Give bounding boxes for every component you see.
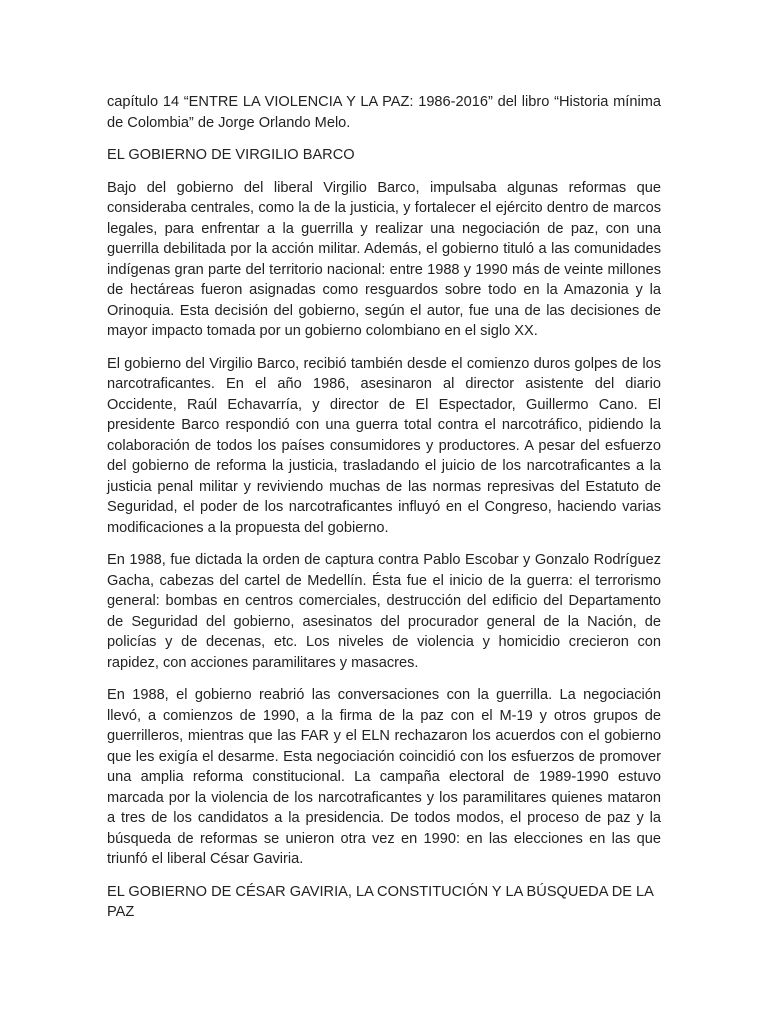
- document-page: [107, 92, 661, 935]
- paragraph-escobar-war: En 1988, fue dictada la orden de captura contra Pablo Escobar y Gonzalo Rodríguez Gacha, cabezas del cartel de Medellín. Ésta fue el inicio de la guerra: el terrorismo general: bombas en centros comerciales, destrucción del edificio del Departamento de Seguridad del gobierno, asesinatos del procurador general de la Nación, de policías y de decenas, etc. Los niveles de violencia y homicidio crecieron con rapidez, con acciones paramilitares y masacres.: [107, 552, 661, 671]
- paragraph-barco-reforms: Bajo del gobierno del liberal Virgilio Barco, impulsaba algunas reformas que consideraba centrales, como la de la justicia, y fortalecer el ejército dentro de marcos legales, para enfrentar a la guerrilla y realizar una negociación de paz, con una guerrilla debilitada por la acción militar. Además, el gobierno tituló a las comunidades indígenas gran parte del territorio nacional: entre 1988 y 1990 más de veinte millones de hectáreas fueron asignadas como resguardos sobre todo en la Amazonia y la Orinoquia. Esta decisión del gobierno, según el autor, fue una de las decisiones de mayor impacto tomada por un gobierno colombiano en el siglo XX.: [107, 179, 661, 339]
- section-heading-barco: EL GOBIERNO DE VIRGILIO BARCO: [107, 147, 355, 163]
- intro-paragraph: capítulo 14 “ENTRE LA VIOLENCIA Y LA PAZ: 1986-2016” del libro “Historia mínima de Colombia” de Jorge Orlando Melo.: [107, 94, 661, 131]
- paragraph-peace-talks: En 1988, el gobierno reabrió las conversaciones con la guerrilla. La negociación llevó, a comienzos de 1990, a la firma de la paz con el M-19 y otros grupos de guerrilleros, mientras que las FAR y el ELN rechazaron los acuerdos con el gobierno que les exigía el desarme. Esta negociación coincidió con los esfuerzos de promover una amplia reforma constitucional. La campaña electoral de 1989-1990 estuvo marcada por la violencia de los narcotraficantes y los paramilitares quienes mataron a tres de los candidatos a la presidencia. De todos modos, el proceso de paz y la búsqueda de reformas se unieron otra vez en 1990: en las elecciones en las que triunfó el liberal César Gaviria.: [107, 687, 661, 867]
- paragraph-narcotraffic: El gobierno del Virgilio Barco, recibió también desde el comienzo duros golpes de los narcotraficantes. En el año 1986, asesinaron al director asistente del diario Occidente, Raúl Echavarría, y director de El Espectador, Guillermo Cano. El presidente Barco respondió con una guerra total contra el narcotráfico, pidiendo la colaboración de todos los países consumidores y productores. A pesar del esfuerzo del gobierno de reforma la justicia, trasladando el juicio de los narcotraficantes a la justicia penal militar y reviviendo muchas de las normas represivas del Estatuto de Seguridad, el poder de los narcotraficantes influyó en el Congreso, haciendo varias modificaciones a la propuesta del gobierno.: [107, 355, 661, 536]
- section-heading-gaviria: EL GOBIERNO DE CÉSAR GAVIRIA, LA CONSTITUCIÓN Y LA BÚSQUEDA DE LA PAZ: [107, 883, 654, 920]
